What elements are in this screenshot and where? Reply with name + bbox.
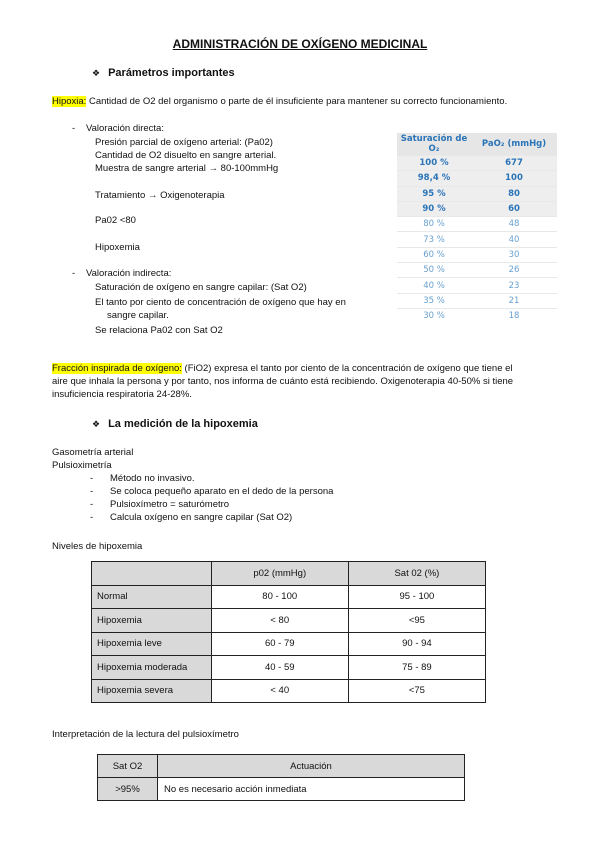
row-label: Hipoxemia bbox=[92, 609, 212, 633]
table-row bbox=[92, 656, 486, 680]
column-header: Sat O2 bbox=[98, 755, 158, 778]
pao2-cell: 677 bbox=[471, 156, 557, 171]
table-row bbox=[397, 156, 557, 171]
hypoxemia-levels-table bbox=[91, 561, 486, 703]
list-item: - Pulsioxímetro = saturómetro bbox=[90, 499, 230, 510]
table-header-row bbox=[92, 562, 486, 586]
pulsioximetria-list bbox=[90, 472, 333, 524]
pao2-cell: 26 bbox=[471, 263, 557, 278]
table-cell: 90 - 94 bbox=[348, 632, 485, 656]
pa02-line: Pa02 <80 bbox=[95, 215, 136, 226]
sat-cell: 40 % bbox=[397, 278, 471, 293]
text-line: Muestra de sangre arterial → 80-100mmHg bbox=[95, 163, 279, 174]
sat-cell: 50 % bbox=[397, 263, 471, 278]
fio2-text: (FiO2) expresa el tanto por ciento de la concentración de oxígeno que tiene el bbox=[181, 363, 513, 374]
pao2-cell: 18 bbox=[471, 308, 557, 323]
table-cell: < 40 bbox=[211, 679, 348, 703]
section-heading-text: Parámetros importantes bbox=[108, 67, 235, 79]
column-header: Sat 02 (%) bbox=[348, 562, 485, 586]
text-line: El tanto por ciento de concentración de oxígeno que hay en bbox=[95, 297, 346, 308]
sat-cell: 100 % bbox=[397, 156, 471, 171]
fio2-term: Fracción inspirada de oxígeno: bbox=[52, 363, 182, 374]
measurement-methods bbox=[52, 446, 133, 472]
sat-cell: 80 % bbox=[397, 217, 471, 232]
pulse-oximeter-table bbox=[97, 754, 465, 801]
interpretacion-label: Interpretación de la lectura del pulsioxímetro bbox=[52, 729, 239, 740]
sat-cell: 73 % bbox=[397, 232, 471, 247]
table-row bbox=[92, 609, 486, 633]
table-row bbox=[92, 632, 486, 656]
column-header: p02 (mmHg) bbox=[211, 562, 348, 586]
text-line: Saturación de oxígeno en sangre capilar: (Sat O2) bbox=[95, 282, 307, 293]
text-line: aire que inhala la persona y por tanto, nos informa de cuánto está recibiendo. Oxigenoterapia 40-50% si tiene bbox=[52, 376, 514, 387]
text-line: insuficiencia respiratoria 24-28%. bbox=[52, 389, 192, 400]
valoracion-directa-lines bbox=[95, 136, 278, 175]
table-cell: 75 - 89 bbox=[348, 656, 485, 680]
list-item: - Se coloca pequeño aparato en el dedo de la persona bbox=[90, 486, 334, 497]
pao2-cell: 100 bbox=[471, 171, 557, 186]
table-cell: 40 - 59 bbox=[211, 656, 348, 680]
sat-header: Saturación de O₂ bbox=[397, 133, 471, 156]
hipoxia-definition bbox=[52, 96, 507, 107]
valoracion-indirecta-lines bbox=[95, 281, 346, 337]
section-heading-text: La medición de la hipoxemia bbox=[108, 418, 258, 430]
pulsioximetria-label: Pulsioximetría bbox=[52, 460, 112, 471]
table-row bbox=[397, 217, 557, 232]
gasometria-label: Gasometría arterial bbox=[52, 447, 134, 458]
table-row bbox=[397, 278, 557, 293]
table-cell: No es necesario acción inmediata bbox=[158, 778, 465, 801]
sat-cell: 95 % bbox=[397, 186, 471, 201]
fio2-paragraph bbox=[52, 362, 552, 401]
page-title: ADMINISTRACIÓN DE OXÍGENO MEDICINAL bbox=[172, 37, 428, 51]
table-cell: 95 - 100 bbox=[348, 585, 485, 609]
table-row bbox=[397, 263, 557, 278]
tratamiento-line: Tratamiento → Oxigenoterapia bbox=[95, 190, 225, 201]
table-cell: < 80 bbox=[211, 609, 348, 633]
table-row bbox=[397, 308, 557, 323]
pao2-cell: 21 bbox=[471, 293, 557, 308]
table-row bbox=[397, 201, 557, 216]
hipoxemia-line: Hipoxemia bbox=[95, 242, 140, 253]
row-label: Hipoxemia leve bbox=[92, 632, 212, 656]
sat-cell: 60 % bbox=[397, 247, 471, 262]
pao2-cell: 30 bbox=[471, 247, 557, 262]
row-label: >95% bbox=[98, 778, 158, 801]
pao2-cell: 23 bbox=[471, 278, 557, 293]
table-row bbox=[397, 247, 557, 262]
valoracion-directa-label: Valoración directa: bbox=[86, 123, 164, 134]
table-header-row bbox=[98, 755, 465, 778]
text-line: Cantidad de O2 disuelto en sangre arterial. bbox=[95, 150, 277, 161]
sat-cell: 30 % bbox=[397, 308, 471, 323]
sat-cell: 35 % bbox=[397, 293, 471, 308]
pao2-header: PaO₂ (mmHg) bbox=[471, 133, 557, 156]
row-label: Normal bbox=[92, 585, 212, 609]
list-item: - Calcula oxígeno en sangre capilar (Sat O2) bbox=[90, 512, 293, 523]
pao2-cell: 80 bbox=[471, 186, 557, 201]
table-row bbox=[397, 171, 557, 186]
text-line: Se relaciona Pa02 con Sat O2 bbox=[95, 325, 223, 336]
pao2-cell: 48 bbox=[471, 217, 557, 232]
table-row bbox=[98, 778, 465, 801]
table-row bbox=[397, 293, 557, 308]
table-row bbox=[397, 186, 557, 201]
table-row bbox=[92, 585, 486, 609]
column-header: Actuación bbox=[158, 755, 465, 778]
saturation-pao2-table bbox=[397, 133, 557, 323]
table-cell: <75 bbox=[348, 679, 485, 703]
row-label: Hipoxemia moderada bbox=[92, 656, 212, 680]
hipoxia-term: Hipoxia: bbox=[52, 96, 87, 107]
table-cell: 80 - 100 bbox=[211, 585, 348, 609]
pao2-cell: 60 bbox=[471, 201, 557, 216]
row-label: Hipoxemia severa bbox=[92, 679, 212, 703]
list-item: - Método no invasivo. bbox=[90, 473, 195, 484]
hipoxia-text: Cantidad de O2 del organismo o parte de él insuficiente para mantener su correcto funcionamiento. bbox=[86, 96, 508, 107]
pao2-cell: 40 bbox=[471, 232, 557, 247]
table-cell: 60 - 79 bbox=[211, 632, 348, 656]
section-heading-medicion bbox=[92, 418, 258, 430]
table-row bbox=[397, 232, 557, 247]
sat-cell: 90 % bbox=[397, 201, 471, 216]
column-header bbox=[92, 562, 212, 586]
sat-cell: 98,4 % bbox=[397, 171, 471, 186]
niveles-label: Niveles de hipoxemia bbox=[52, 541, 143, 552]
table-cell: <95 bbox=[348, 609, 485, 633]
text-line: sangre capilar. bbox=[107, 310, 169, 321]
table-row bbox=[92, 679, 486, 703]
section-heading-parametros bbox=[92, 67, 235, 79]
diamond-bullet-icon: ❖ bbox=[92, 68, 101, 78]
valoracion-indirecta-label: Valoración indirecta: bbox=[86, 268, 172, 279]
dash-bullet: - bbox=[72, 268, 76, 279]
text-line: Presión parcial de oxígeno arterial: (Pa02) bbox=[95, 137, 273, 148]
dash-bullet: - bbox=[72, 123, 76, 134]
diamond-bullet-icon: ❖ bbox=[92, 419, 101, 429]
